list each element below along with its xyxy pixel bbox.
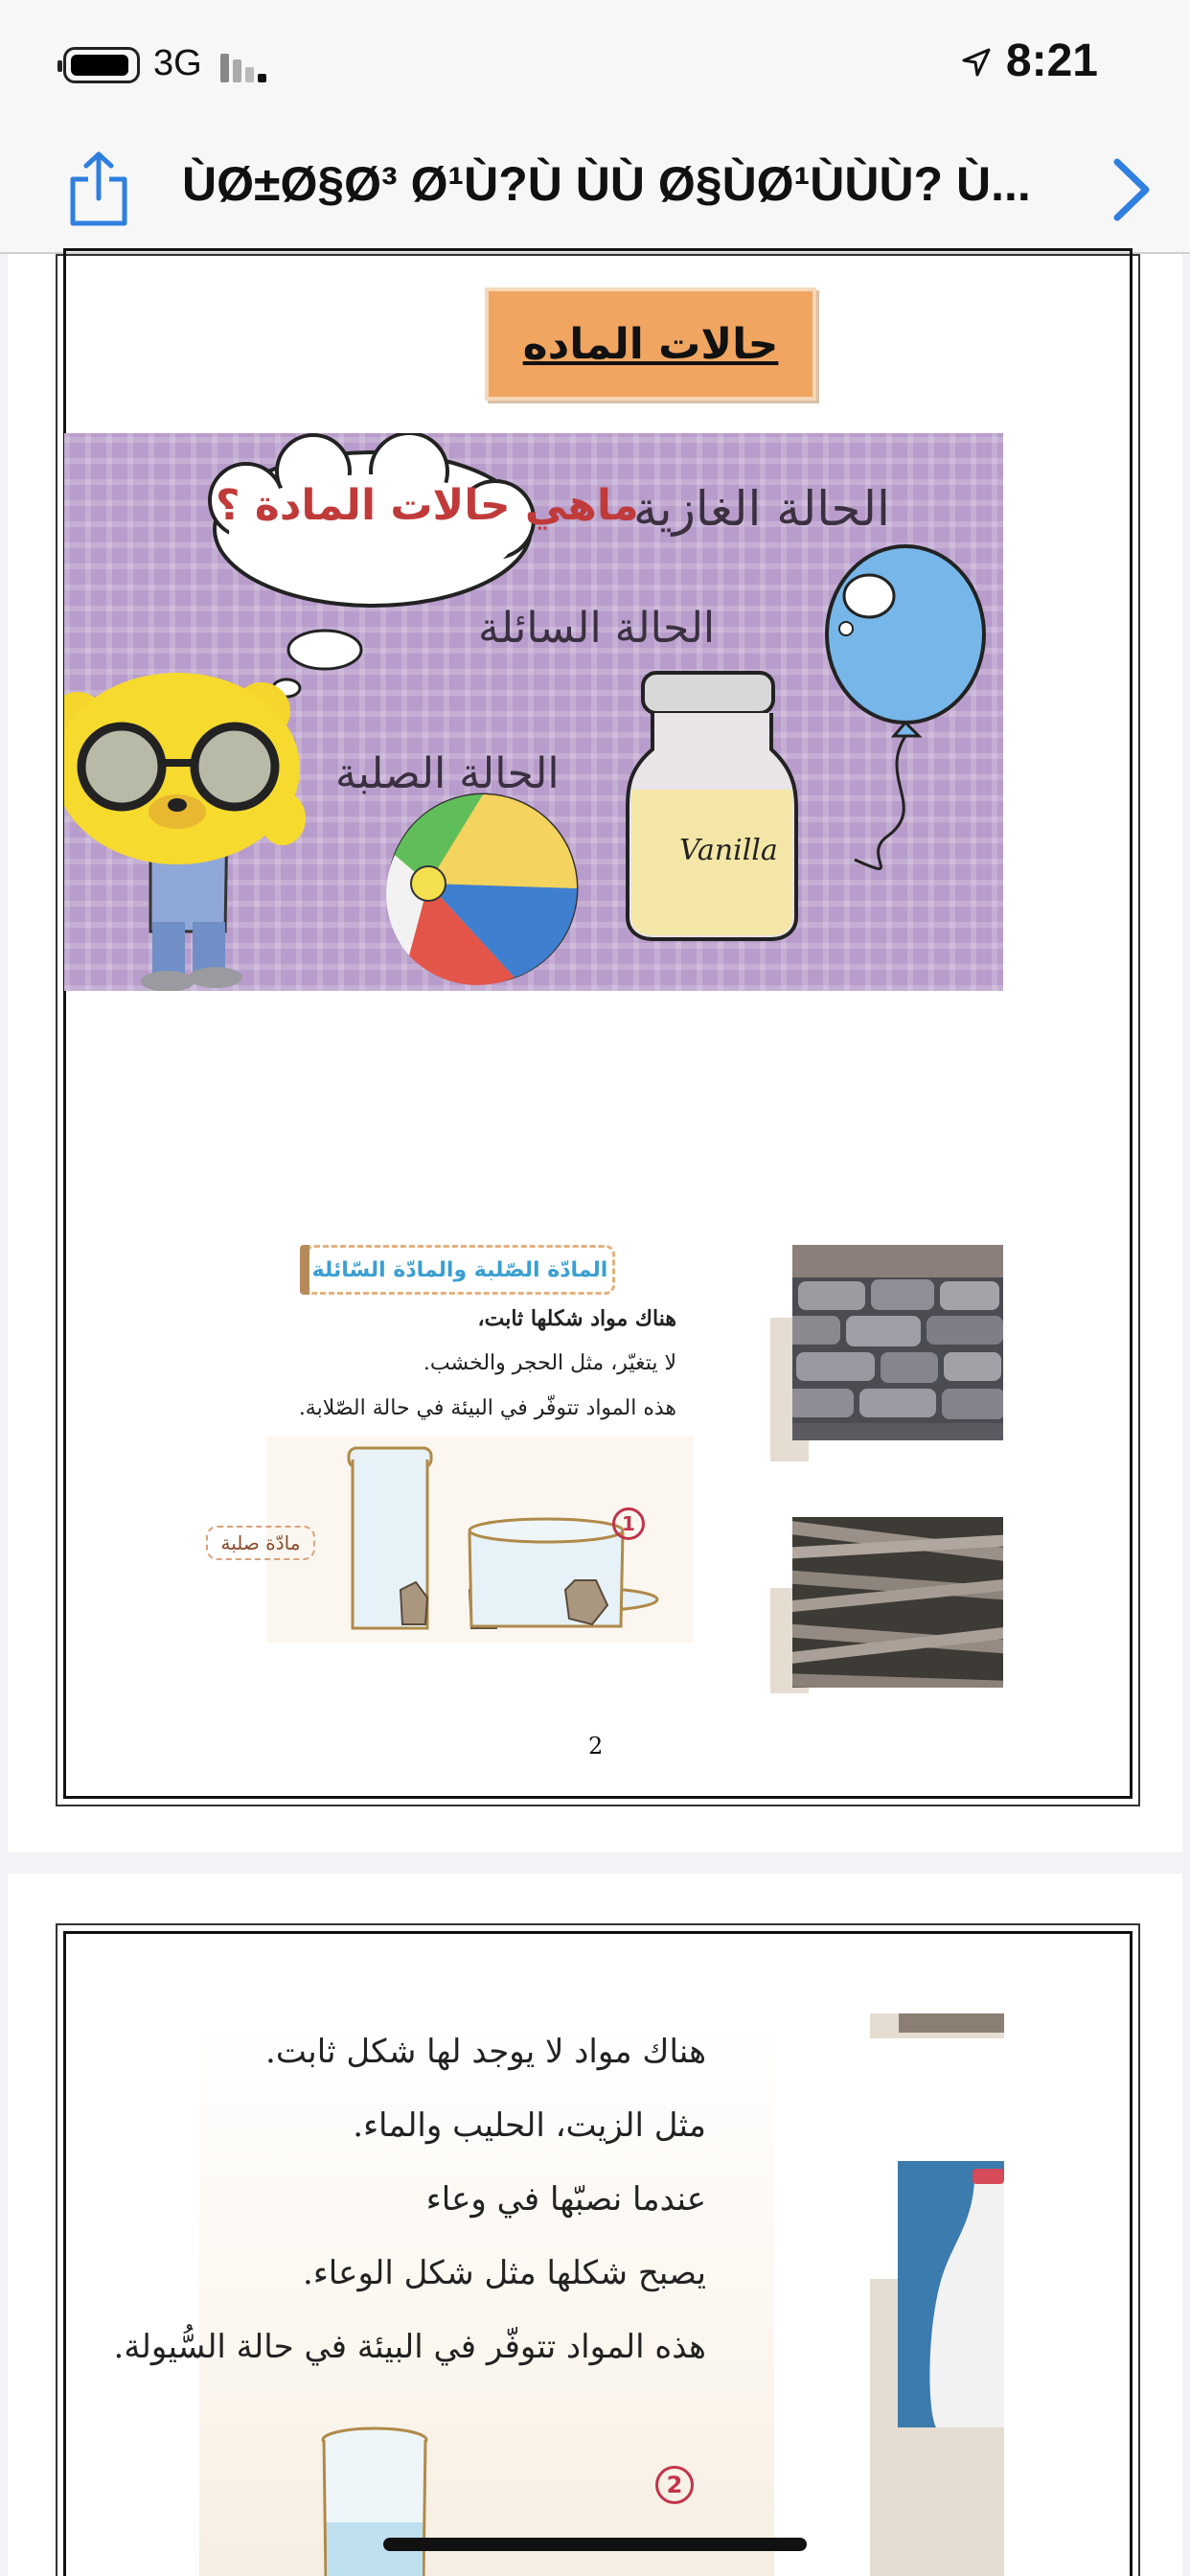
body-line-5: هذه المواد تتوفّر في البيئة في حالة السُّيولة. bbox=[113, 2328, 706, 2366]
beach-ball-icon bbox=[386, 794, 577, 985]
clock: 8:21 bbox=[1005, 35, 1098, 86]
wood-sticks-photo bbox=[792, 1517, 1003, 1688]
status-bar bbox=[0, 0, 1190, 129]
chevron-right-icon[interactable] bbox=[1111, 156, 1152, 223]
page-title-box bbox=[485, 288, 816, 401]
nav-bar bbox=[0, 129, 1190, 254]
network-type: 3G bbox=[153, 43, 202, 83]
number-badge-text: 1 bbox=[622, 1512, 635, 1535]
balloon-icon bbox=[827, 546, 984, 869]
liquid-state-label: الحالة السائلة bbox=[478, 604, 716, 653]
section-title bbox=[305, 1245, 615, 1295]
document-page-1 bbox=[8, 254, 1182, 1852]
milk-bottle-photo bbox=[898, 2161, 1004, 2427]
stone-wall-art bbox=[792, 1245, 1003, 1440]
bear-mascot-icon bbox=[64, 673, 306, 991]
location-arrow-icon bbox=[962, 48, 991, 77]
body-line-2: لا يتغيّر، مثل الحجر والخشب. bbox=[423, 1351, 676, 1375]
cover-question-line: ماهي حالات المادة ؟ bbox=[216, 481, 639, 530]
battery-icon bbox=[63, 47, 140, 83]
photo-strip bbox=[899, 2013, 1004, 2033]
body-line-1: هناك مواد شكلها ثابت، bbox=[477, 1306, 676, 1331]
states-of-matter-illustration bbox=[64, 433, 1003, 991]
section-title-text: المادّة الصّلبة والمادّة السّائلة bbox=[311, 1257, 608, 1282]
body-line-3: عندما نصبّها في وعاء bbox=[425, 2180, 706, 2219]
jar-label: Vanilla bbox=[679, 834, 778, 867]
vanilla-jar-icon bbox=[628, 673, 796, 939]
body-line-1: هناك مواد لا يوجد لها شكل ثابت. bbox=[265, 2033, 706, 2071]
water-glass-icon bbox=[312, 2426, 437, 2576]
number-badge-text: 2 bbox=[666, 2472, 683, 2498]
milk-bottle-art bbox=[898, 2161, 1004, 2427]
signal-icon bbox=[220, 50, 278, 82]
solid-state-label: الحالة الصلبة bbox=[335, 749, 560, 798]
number-badge bbox=[612, 1507, 645, 1540]
wood-sticks-art bbox=[792, 1517, 1003, 1688]
gas-state-label: الحالة الغازية bbox=[633, 481, 890, 537]
page-title: حالات الماده bbox=[522, 319, 779, 369]
body-line-3: هذه المواد تتوفّر في البيئة في حالة الصّلابة. bbox=[298, 1396, 676, 1420]
stone-wall-photo bbox=[792, 1245, 1003, 1440]
body-line-2: مثل الزيت، الحليب والماء. bbox=[353, 2106, 706, 2145]
solid-matter-tag-text: مادّة صلبة bbox=[220, 1531, 301, 1554]
home-indicator[interactable] bbox=[383, 2538, 807, 2551]
document-title: ÙØ±Ø§Ø³ Ø¹Ù?Ù ÙÙ Ø§ÙØ¹ÙÙÙ? Ù... bbox=[182, 157, 1031, 211]
page-number: 2 bbox=[588, 1733, 604, 1760]
document-page-2 bbox=[8, 1874, 1182, 2576]
body-line-4: يصبح شكلها مثل شكل الوعاء. bbox=[303, 2254, 706, 2292]
solid-matter-tag bbox=[206, 1526, 315, 1560]
number-badge bbox=[655, 2466, 694, 2504]
thought-bubble-icon bbox=[210, 433, 534, 697]
share-icon[interactable] bbox=[67, 150, 130, 227]
